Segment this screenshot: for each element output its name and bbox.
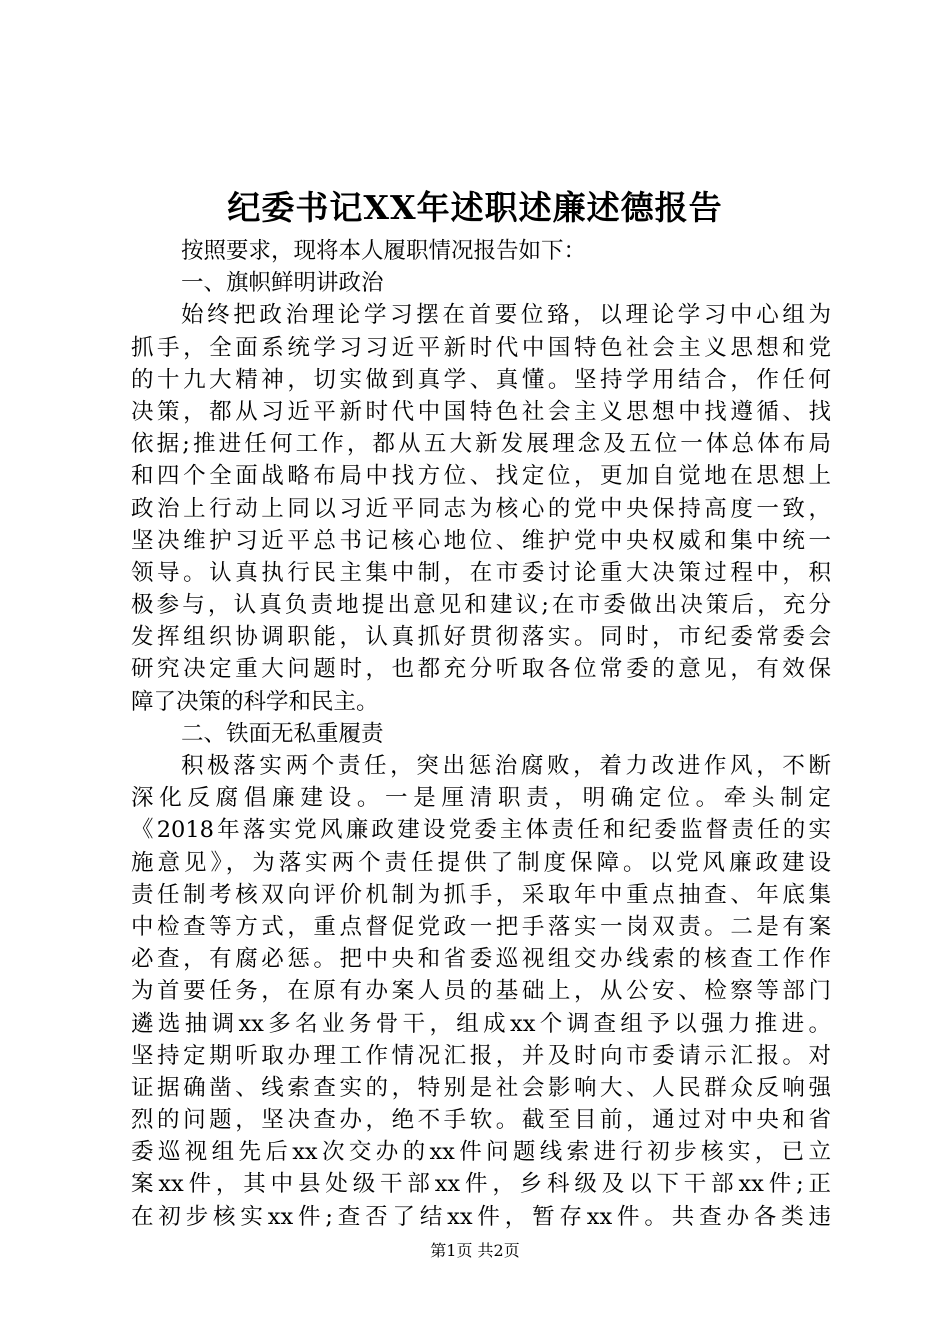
paragraph-line: 责任制考核双向评价机制为抓手，采取年中重点抽查、年底集 [131,881,831,908]
paragraph-line: 研究决定重大问题时，也都充分听取各位常委的意见，有效保 [131,656,831,683]
paragraph-line: 烈的问题，坚决查办，绝不手软。截至目前，通过对中央和省 [131,1107,831,1134]
paragraph-line: 为首要任务，在原有办案人员的基础上，从公安、检察等部门 [131,978,831,1005]
paragraph-line: 积极落实两个责任，突出惩治腐败，着力改进作风，不断 [181,753,831,779]
document-body [131,235,831,1233]
paragraph-line: 《2018年落实党风廉政建设党委主体责任和纪委监督责任的实 [131,817,831,844]
paragraph-line: 施意见》，为落实两个责任提供了制度保障。以党风廉政建设 [131,849,831,876]
paragraph-line: 坚决维护习近平总书记核心地位、维护党中央权威和集中统一 [131,527,831,554]
paragraph-line: 决策，都从习近平新时代中国特色社会主义思想中找遵循、找 [131,398,831,425]
paragraph-line: 按照要求，现将本人履职情况报告如下： [181,238,587,264]
paragraph-line: 案xx件，其中县处级干部xx件，乡科级及以下干部xx件;正 [131,1171,831,1198]
paragraph-line: 极参与，认真负责地提出意见和建议;在市委做出决策后，充分 [131,592,831,619]
paragraph-line: 和四个全面战略布局中找方位、找定位，更加自觉地在思想上 [131,463,831,490]
paragraph-line: 始终把政治理论学习摆在首要位臵，以理论学习中心组为 [181,302,831,329]
paragraph-line: 中检查等方式，重点督促党政一把手落实一岗双责。二是有案 [131,913,831,940]
page-footer: 第1页 共2页 [430,1241,520,1260]
paragraph-line: 遴选抽调xx多名业务骨干，组成xx个调查组予以强力推进。 [131,1010,831,1037]
paragraph-line: 抓手，全面系统学习习近平新时代中国特色社会主义思想和党 [131,334,831,361]
paragraph-line: 依据;推进任何工作，都从五大新发展理念及五位一体总体布局 [131,431,831,458]
paragraph-line: 委巡视组先后xx次交办的xx件问题线索进行初步核实，已立 [131,1139,831,1166]
paragraph-line: 证据确凿、线索查实的，特别是社会影响大、人民群众反响强 [131,1074,831,1101]
paragraph-line: 在初步核实xx件;查否了结xx件，暂存xx件。共查办各类违 [131,1203,831,1230]
paragraph-line: 的十九大精神，切实做到真学、真懂。坚持学用结合，作任何 [131,366,831,393]
paragraph-line: 发挥组织协调职能，认真抓好贯彻落实。同时，市纪委常委会 [131,624,831,651]
paragraph-line: 障了决策的科学和民主。 [131,688,379,715]
document-title: 纪委书记XX年述职述廉述德报告 [227,188,723,227]
paragraph-line: 必查，有腐必惩。把中央和省委巡视组交办线索的核查工作作 [131,946,831,973]
paragraph-line: 二、铁面无私重履责 [181,720,384,747]
paragraph-line: 领导。认真执行民主集中制，在市委讨论重大决策过程中，积 [131,559,831,586]
paragraph-line: 政治上行动上同以习近平同志为核心的党中央保持高度一致， [131,495,831,522]
paragraph-line: 一、旗帜鲜明讲政治 [181,270,384,297]
paragraph-line: 深化反腐倡廉建设。一是厘清职责，明确定位。牵头制定 [131,785,831,812]
paragraph-line: 坚持定期听取办理工作情况汇报，并及时向市委请示汇报。对 [131,1042,831,1069]
